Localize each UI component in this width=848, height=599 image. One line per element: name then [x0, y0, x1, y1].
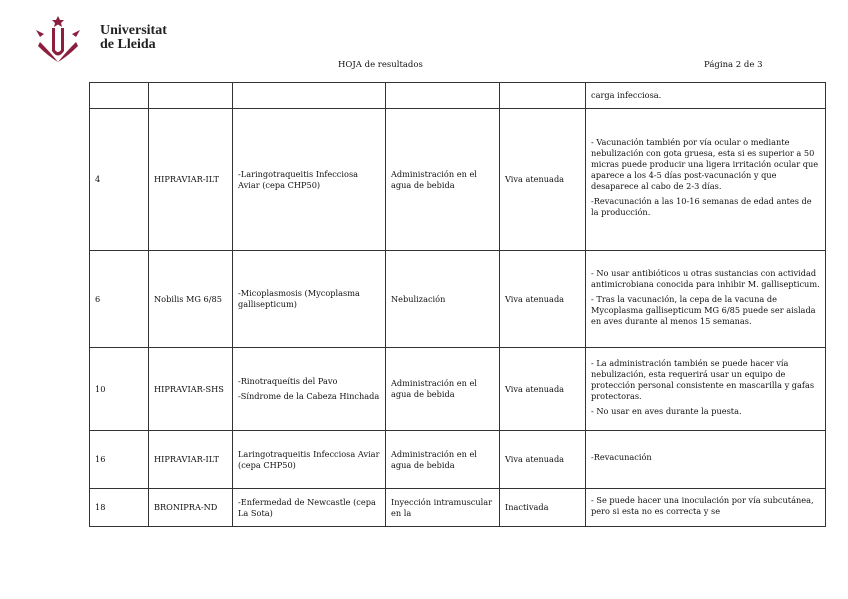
administration-route: Administración en el agua de bebida [386, 348, 500, 431]
table-cell [386, 83, 500, 109]
note-text: -Revacunación a las 10-16 semanas de edad antes de la producción. [591, 196, 812, 217]
table-cell [149, 83, 233, 109]
disease-text: -Micoplasmosis (Mycoplasma gallisepticum) [238, 288, 360, 309]
table-cell [90, 83, 149, 109]
notes-cell [586, 489, 826, 527]
vaccine-type: Viva atenuada [500, 251, 586, 348]
note-text: -Revacunación [591, 452, 652, 462]
notes-cell [586, 431, 826, 489]
table-row [90, 251, 826, 348]
continuation-note: carga infecciosa. [586, 83, 826, 109]
document-title: HOJA de resultados [338, 60, 423, 70]
table-cell [500, 83, 586, 109]
note-text: - La administración también se puede hacer vía nebulización, esta requerirá usar un equipo de protección personal consistente en mascarilla y gafas protectoras. [591, 357, 815, 401]
disease-text: -Enfermedad de Newcastle (cepa La Sota) [238, 496, 376, 518]
product-name: HIPRAVIAR-ILT [149, 109, 233, 251]
notes-cell [586, 348, 826, 431]
row-number: 16 [90, 431, 149, 489]
university-name [100, 24, 167, 52]
disease-text: -Laringotraqueitis Infecciosa Aviar (cepa CHP50) [238, 168, 359, 190]
note-text: - Tras la vacunación, la cepa de la vacuna de Mycoplasma gallisepticum MG 6/85 puede ser aislada en aves durante al menos 15 semanas. [591, 293, 816, 326]
vaccine-type: Inactivada [500, 489, 586, 527]
disease-cell [233, 489, 386, 527]
row-number: 4 [90, 109, 149, 251]
disease-cell [233, 431, 386, 489]
table-cell [233, 83, 386, 109]
disease-text: -Rinotraqueítis del Pavo [238, 376, 338, 386]
administration-route: Inyección intramuscular en la [386, 489, 500, 527]
disease-cell [233, 251, 386, 348]
notes-cell [586, 251, 826, 348]
university-name-line1: Universitat [100, 23, 167, 38]
disease-cell [233, 348, 386, 431]
university-name-line2: de Lleida [100, 37, 156, 52]
continuation-row [90, 83, 826, 109]
product-name: HIPRAVIAR-SHS [149, 348, 233, 431]
note-text: - No usar en aves durante la puesta. [591, 405, 742, 416]
table-row [90, 489, 826, 527]
product-name: HIPRAVIAR-ILT [149, 431, 233, 489]
administration-route: Administración en el agua de bebida [386, 109, 500, 251]
disease-text: Laringotraqueitis Infecciosa Aviar (cepa CHP50) [238, 448, 380, 470]
note-text: - Vacunación también por vía ocular o mediante nebulización con gota gruesa, esta si es superior a 50 micras puede producir una ligera irritación ocular que aparece a los 4-5 días post-vacunación y que desaparece al cabo de 2-3 días. [591, 137, 819, 191]
university-logo [32, 16, 182, 64]
disease-cell [233, 109, 386, 251]
row-number: 18 [90, 489, 149, 527]
table-row [90, 431, 826, 489]
table-row [90, 348, 826, 431]
notes-cell [586, 109, 826, 251]
administration-route: Nebulización [386, 251, 500, 348]
vaccine-type: Viva atenuada [500, 109, 586, 251]
page-number: Página 2 de 3 [704, 60, 763, 70]
administration-route: Administración en el agua de bebida [386, 431, 500, 489]
disease-text: -Síndrome de la Cabeza Hinchada [238, 391, 380, 401]
product-name: Nobilis MG 6/85 [149, 251, 233, 348]
note-text: - No usar antibióticos u otras sustancias con actividad antimicrobiana conocida para inhibir M. gallisepticum. [591, 267, 820, 289]
vaccine-type: Viva atenuada [500, 431, 586, 489]
product-name: BRONIPRA-ND [149, 489, 233, 527]
row-number: 6 [90, 251, 149, 348]
table-row [90, 109, 826, 251]
results-table [89, 82, 826, 527]
row-number: 10 [90, 348, 149, 431]
note-text: - Se puede hacer una inoculación por vía subcutánea, pero si esta no es correcta y se [591, 494, 814, 516]
vaccine-type: Viva atenuada [500, 348, 586, 431]
university-emblem-icon [32, 16, 92, 64]
